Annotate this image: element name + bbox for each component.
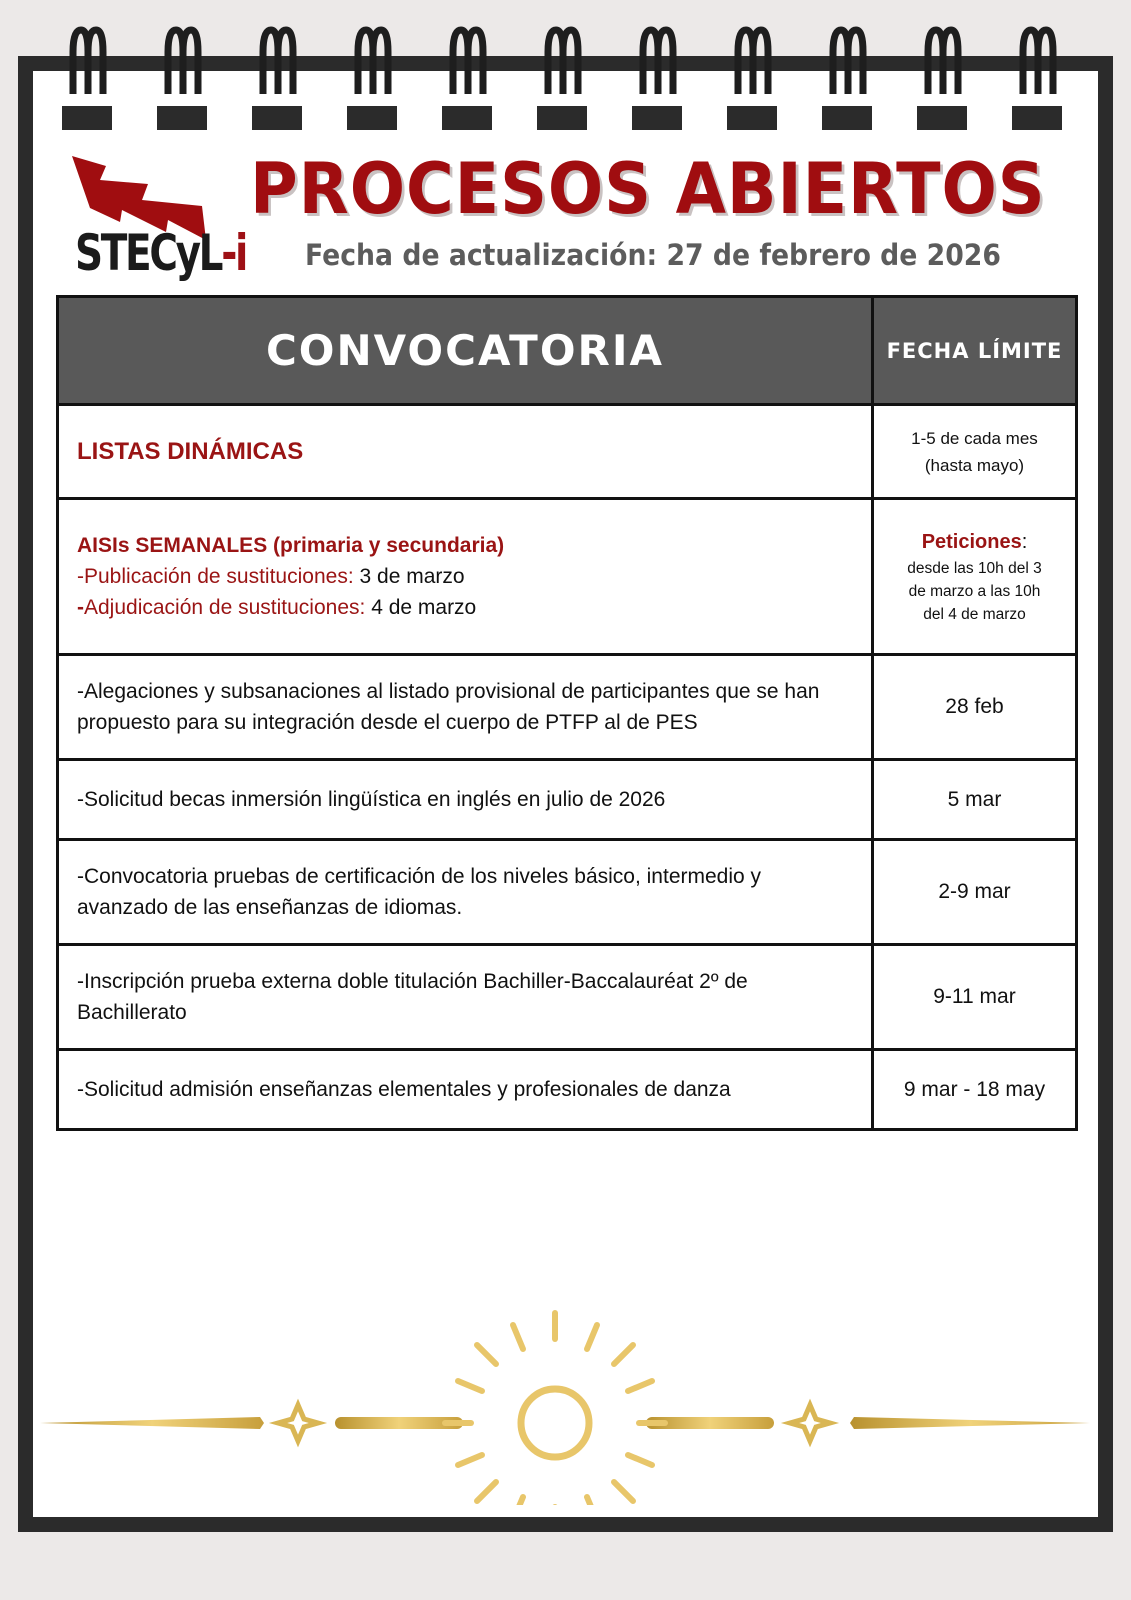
listas-dinamicas-cell [58, 405, 873, 499]
row-date: 9-11 mar [873, 945, 1077, 1050]
table-row [58, 1050, 1077, 1130]
spiral-ring-icon [915, 22, 969, 132]
row-date: 5 mar [873, 760, 1077, 840]
page-title: PROCESOS ABIERTOS [250, 148, 1046, 230]
listas-dinamicas-date: 1-5 de cada mes (hasta mayo) [873, 405, 1077, 499]
row-date: 2-9 mar [873, 840, 1077, 945]
aisis-title: AISIs SEMANALES (primaria y secundaria) [77, 534, 505, 557]
spiral-ring-icon [535, 22, 589, 132]
row-text: -Solicitud admisión enseñanzas elementales y profesionales de danza [58, 1050, 873, 1130]
table-row [58, 655, 1077, 760]
row-text: -Alegaciones y subsanaciones al listado provisional de participantes que se han propuesto para su integración desde el cuerpo de PTFP al de PES [58, 655, 873, 760]
table-row [58, 840, 1077, 945]
spiral-ring-icon [1010, 22, 1064, 132]
spiral-ring-icon [155, 22, 209, 132]
spiral-ring-icon [630, 22, 684, 132]
column-header-fecha: FECHA LÍMITE [873, 297, 1077, 405]
table-row [58, 499, 1077, 655]
row-text: -Convocatoria pruebas de certificación de los niveles básico, intermedio y avanzado de las enseñanzas de idiomas. [58, 840, 873, 945]
spiral-ring-icon [250, 22, 304, 132]
aisis-publicacion: -Publicación de sustituciones: 3 de marzo [77, 565, 465, 588]
table-row [58, 760, 1077, 840]
listas-dinamicas-title: LISTAS DINÁMICAS [77, 437, 304, 465]
update-date: Fecha de actualización: 27 de febrero de 2026 [305, 238, 1001, 272]
spiral-ring-icon [345, 22, 399, 132]
table-header [58, 297, 1077, 405]
row-text: -Inscripción prueba externa doble titulación Bachiller-Baccalauréat 2º de Bachillerato [58, 945, 873, 1050]
aisis-date: Peticiones: desde las 10h del 3 de marzo a las 10h del 4 de marzo [873, 499, 1077, 655]
table-row [58, 405, 1077, 499]
logo-wordmark: STECyL-i [75, 224, 247, 282]
aisis-cell [58, 499, 873, 655]
sun-divider-icon [40, 1305, 1090, 1505]
procesos-table [56, 295, 1078, 1131]
spiral-ring-icon [60, 22, 114, 132]
spiral-ring-icon [820, 22, 874, 132]
row-date: 9 mar - 18 may [873, 1050, 1077, 1130]
row-text: -Solicitud becas inmersión lingüística en inglés en julio de 2026 [58, 760, 873, 840]
column-header-convocatoria: CONVOCATORIA [58, 297, 873, 405]
table-row [58, 945, 1077, 1050]
spiral-ring-icon [440, 22, 494, 132]
spiral-ring-icon [725, 22, 779, 132]
aisis-adjudicacion: -Adjudicación de sustituciones: 4 de marzo [77, 596, 477, 619]
row-date: 28 feb [873, 655, 1077, 760]
